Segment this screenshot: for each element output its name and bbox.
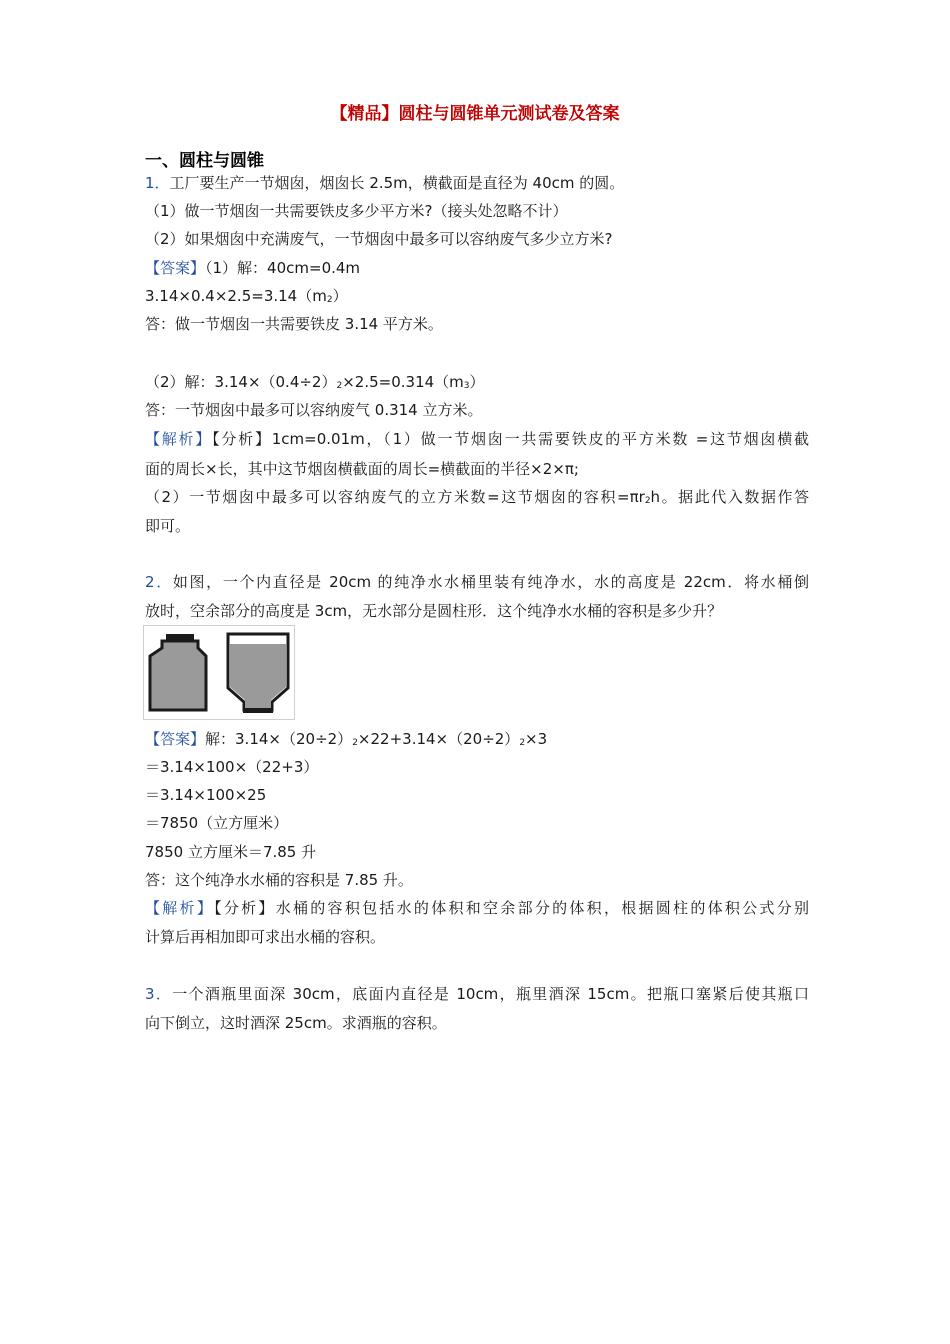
q1-a4-sup: 2 <box>336 381 343 391</box>
q1-a4-post: ） <box>469 373 485 391</box>
q2-a1-text: 解：3.14×（20÷2） <box>205 730 353 748</box>
analysis-tag: 【解析】 <box>145 430 213 448</box>
q1-sub2: （2）如果烟囱中充满废气，一节烟囱中最多可以容纳废气多少立方米? <box>145 230 613 248</box>
q1-a4-mid: ×2.5=0.314（m <box>342 373 464 391</box>
q2-answer-line1 <box>145 729 547 753</box>
q1-analysis-text1: 【分析】1cm=0.01m，（1）做一节烟囱一共需要铁皮的平方米数 =这节烟囱横截 <box>212 430 809 448</box>
q2-answer-line6: 答：这个纯净水水桶的容积是 7.85 升。 <box>145 871 413 889</box>
right-bucket-cap <box>243 708 273 713</box>
q1-answer-line4 <box>145 372 485 396</box>
q1-analysis-line2: 面的周长×长，其中这节烟囱横截面的周长=横截面的半径×2×π; <box>145 460 579 478</box>
analysis-tag: 【解析】 <box>145 899 215 917</box>
bucket-figure <box>143 625 295 720</box>
q2-analysis-line1 <box>145 898 809 918</box>
q2-a1-sup2: 2 <box>519 738 526 748</box>
q2-answer-line2: ＝3.14×100×（22+3） <box>145 758 319 776</box>
q1-answer-line1 <box>145 258 360 278</box>
q1-answer-line5: 答：一节烟囱中最多可以容纳废气 0.314 立方米。 <box>145 401 483 419</box>
q1-answer-line2 <box>145 286 348 310</box>
q2-a1-mid: ×22+3.14×（20÷2） <box>357 730 520 748</box>
q1-a2-post: ） <box>332 287 348 305</box>
q1-text: 工厂要生产一节烟囱，烟囱长 2.5m，横截面是直径为 40cm 的圆。 <box>169 174 625 192</box>
q2-answer-line3: ＝3.14×100×25 <box>145 786 267 804</box>
q1-an3-post: h。据此代入数据作答 <box>650 488 809 506</box>
section-heading: 一、圆柱与圆锥 <box>145 151 264 171</box>
q1-analysis-line4: 即可。 <box>145 517 191 535</box>
answer-tag: 【答案】 <box>145 730 206 748</box>
page-title: 【精品】圆柱与圆锥单元测试卷及答案 <box>330 104 620 124</box>
q1-sub1: （1）做一节烟囱一共需要铁皮多少平方米?（接头处忽略不计） <box>145 202 568 220</box>
bucket-diagram <box>144 626 294 719</box>
q1-an3-sup: 2 <box>644 496 651 506</box>
q2-a1-post: ×3 <box>525 730 548 748</box>
q3-number: 3． <box>145 985 173 1003</box>
q1-number: 1． <box>145 174 170 192</box>
q1-analysis-line1 <box>145 429 809 449</box>
q1-a4-sup2: 3 <box>463 381 470 391</box>
q1-analysis-line3 <box>145 487 809 511</box>
q1-a2-text: 3.14×0.4×2.5=3.14（m <box>145 287 327 305</box>
q2-analysis-line2: 计算后再相加即可求出水桶的容积。 <box>145 928 386 946</box>
q2-stem-line1 <box>145 572 809 592</box>
q1-an3-text: （2）一节烟囱中最多可以容纳废气的立方米数=这节烟囱的容积=πr <box>145 488 645 506</box>
q3-stem-line2: 向下倒立，这时酒深 25cm。求酒瓶的容积。 <box>145 1014 447 1032</box>
answer-tag: 【答案】 <box>145 259 206 277</box>
q2-text1: 如图，一个内直径是 20cm 的纯净水水桶里装有纯净水，水的高度是 22cm．将水桶倒 <box>172 573 809 591</box>
q2-answer-line5: 7850 立方厘米＝7.85 升 <box>145 843 317 861</box>
left-bucket-water <box>150 641 206 710</box>
q1-answer-text1: （1）解：40cm=0.4m <box>205 259 361 277</box>
q1-stem <box>145 173 624 193</box>
q2-answer-line4: ＝7850（立方厘米） <box>145 814 289 832</box>
q2-stem-line2: 放时，空余部分的高度是 3cm，无水部分是圆柱形．这个纯净水水桶的容积是多少升？ <box>145 602 723 620</box>
q2-analysis-text1: 【分析】水桶的容积包括水的体积和空余部分的体积，根据圆柱的体积公式分别 <box>214 899 809 917</box>
q2-a1-sup: 2 <box>352 738 358 748</box>
q1-a2-sup: 2 <box>326 295 333 305</box>
q1-a4-text: （2）解：3.14×（0.4÷2） <box>145 373 337 391</box>
q3-stem-line1 <box>145 984 809 1004</box>
q3-text1: 一个酒瓶里面深 30cm，底面内直径是 10cm，瓶里酒深 15cm。把瓶口塞紧后使其瓶口 <box>172 985 809 1003</box>
q2-number: 2． <box>145 573 173 591</box>
q1-answer-line3: 答：做一节烟囱一共需要铁皮 3.14 平方米。 <box>145 315 443 333</box>
